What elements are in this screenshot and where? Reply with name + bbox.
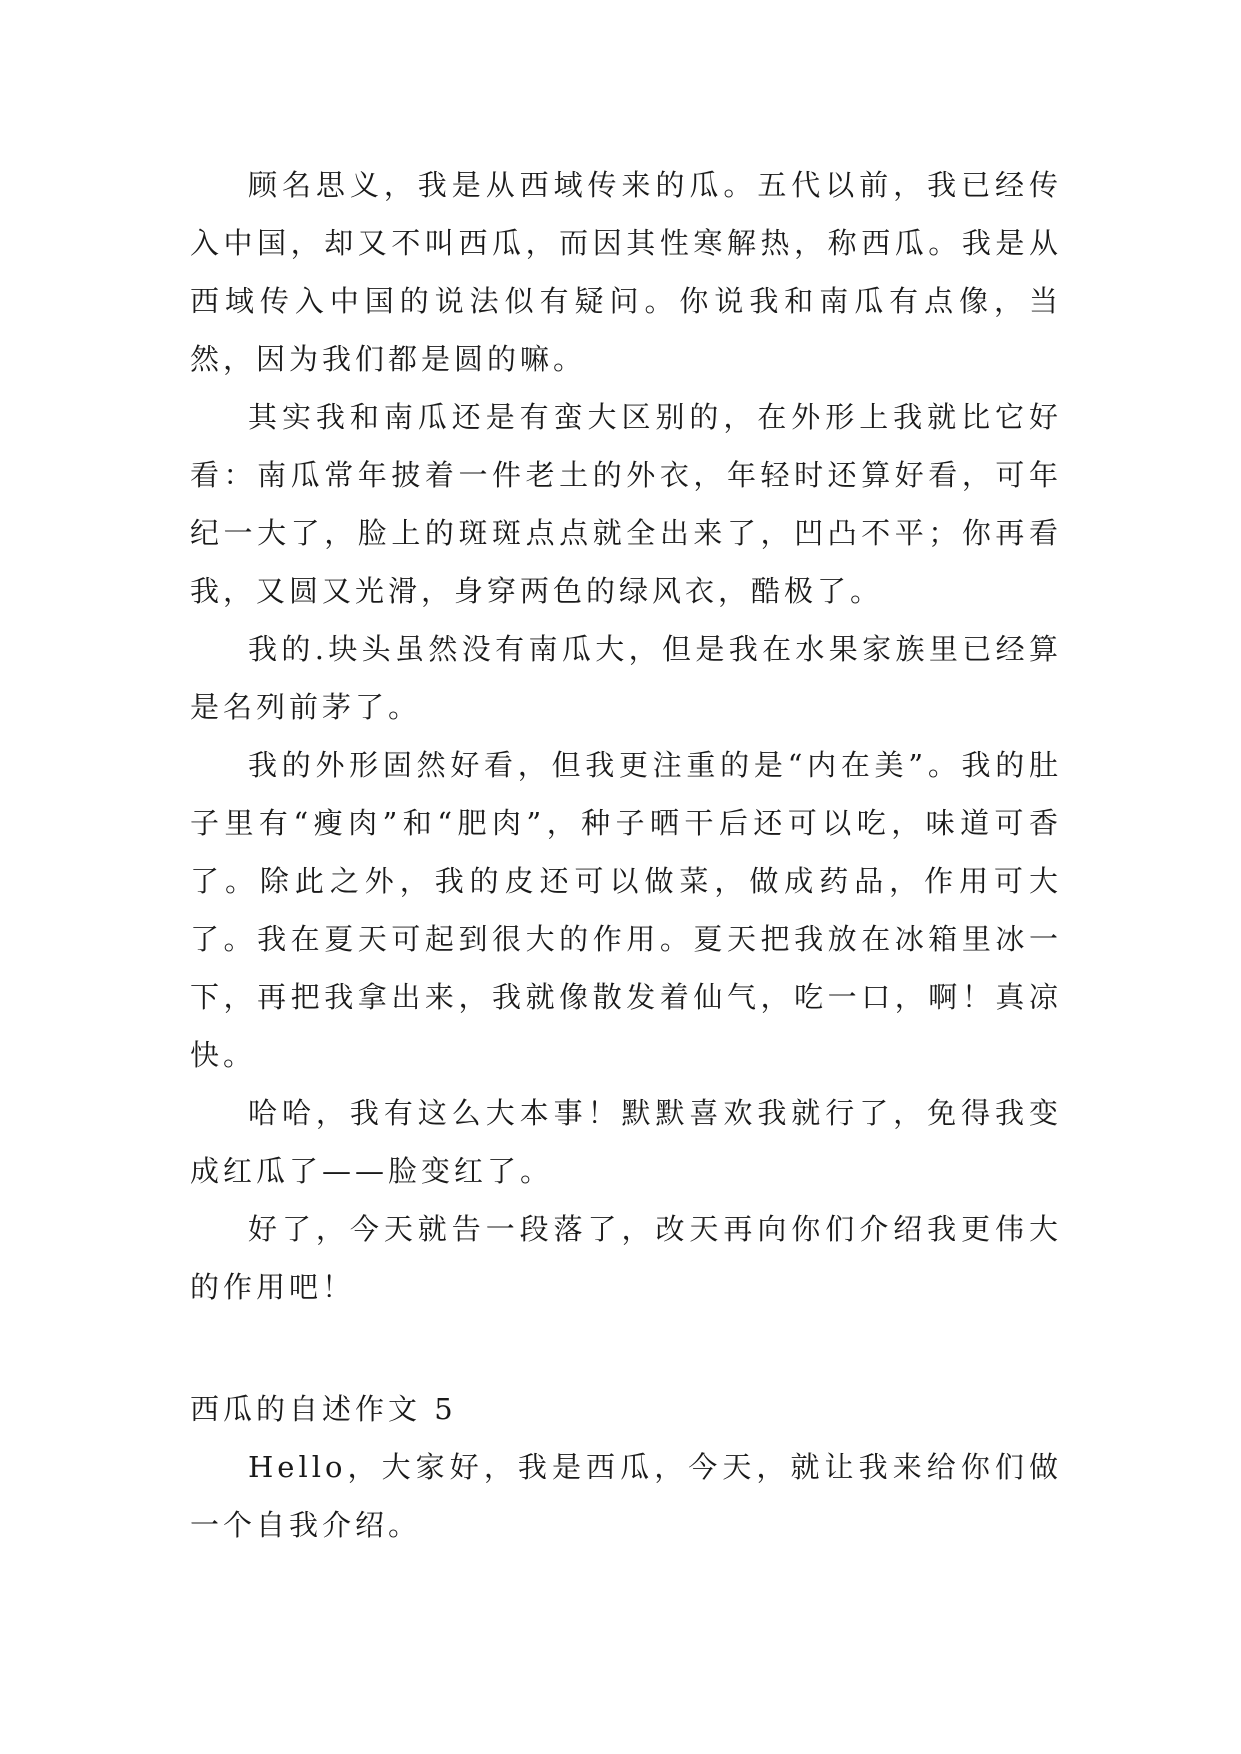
paragraph: 其实我和南瓜还是有蛮大区别的，在外形上我就比它好看：南瓜常年披着一件老土的外衣，年轻时还算好看，可年纪一大了，脸上的斑斑点点就全出来了，凹凸不平；你再看我，又圆又光滑，身穿两色的绿风衣，酷极了。 [190,400,1062,608]
paragraph: 哈哈，我有这么大本事！默默喜欢我就行了，免得我变成红瓜了——脸变红了。 [190,1096,1062,1188]
paragraph: 我的.块头虽然没有南瓜大，但是我在水果家族里已经算是名列前茅了。 [190,632,1062,724]
paragraph: 好了，今天就告一段落了，改天再向你们介绍我更伟大的作用吧！ [190,1212,1062,1304]
article-body [190,156,1062,1554]
paragraph: Hello，大家好，我是西瓜，今天，就让我来给你们做一个自我介绍。 [190,1450,1062,1542]
paragraph: 我的外形固然好看，但我更注重的是“内在美”。我的肚子里有“瘦肉”和“肥肉”，种子晒干后还可以吃，味道可香了。除此之外，我的皮还可以做菜，做成药品，作用可大了。我在夏天可起到很大的作用。夏天把我放在冰箱里冰一下，再把我拿出来，我就像散发着仙气，吃一口，啊！真凉快。 [190,748,1062,1072]
section-heading: 西瓜的自述作文 5 [190,1392,457,1426]
paragraph: 顾名思义，我是从西域传来的瓜。五代以前，我已经传入中国，却又不叫西瓜，而因其性寒解热，称西瓜。我是从西域传入中国的说法似有疑问。你说我和南瓜有点像，当然，因为我们都是圆的嘛。 [190,168,1062,376]
